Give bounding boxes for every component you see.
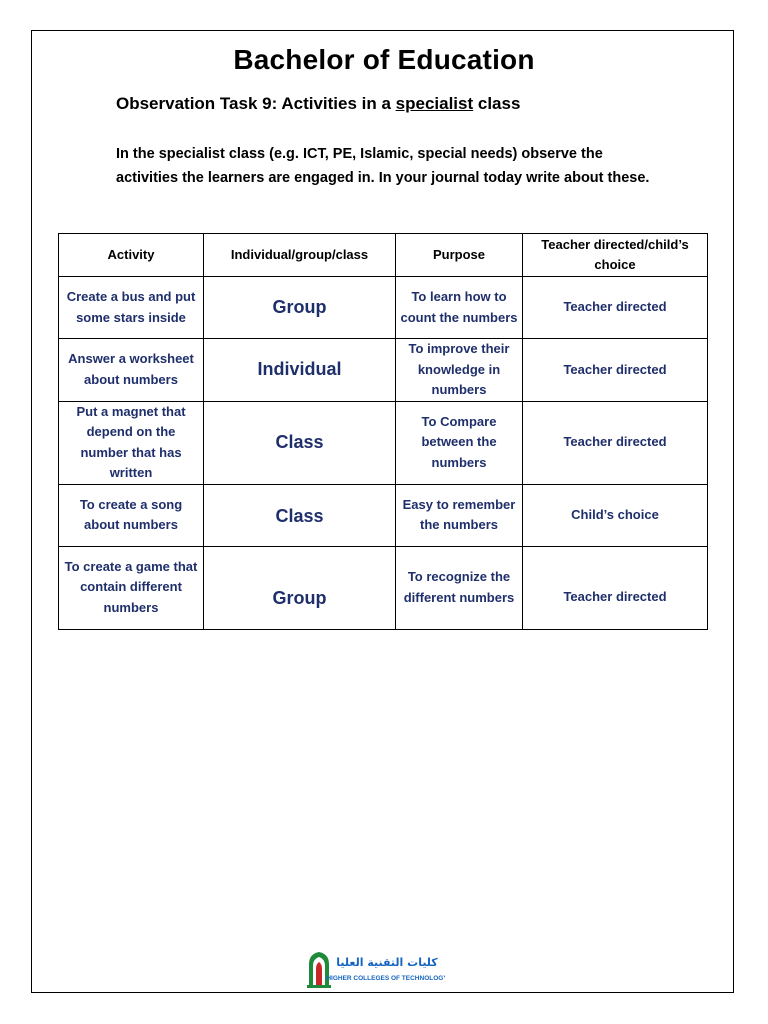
header-grouping: Individual/group/class [204, 234, 396, 277]
cell-grouping: Individual [204, 339, 396, 402]
cell-activity: To create a game that contain different numbers [59, 546, 204, 629]
table-row [59, 339, 708, 402]
cell-grouping: Class [204, 484, 396, 546]
cell-purpose: To learn how to count the numbers [396, 277, 523, 339]
table-header-row [59, 234, 708, 277]
cell-choice: Teacher directed [523, 277, 708, 339]
header-choice: Teacher directed/child’s choice [523, 234, 708, 277]
table-row [59, 401, 708, 484]
table-row [59, 277, 708, 339]
observation-table [58, 233, 708, 630]
cell-activity: To create a song about numbers [59, 484, 204, 546]
cell-choice: Teacher directed [523, 339, 708, 402]
task-subtitle [116, 94, 520, 114]
cell-choice: Child’s choice [523, 484, 708, 546]
subtitle-underlined: specialist [395, 94, 474, 113]
instructions-text: In the specialist class (e.g. ICT, PE, Islamic, special needs) observe the activities the learners are engaged in. In your journal today write about these. [116, 146, 650, 186]
subtitle-prefix: Observation Task 9: Activities in a [116, 94, 396, 113]
cell-activity: Create a bus and put some stars inside [59, 277, 204, 339]
header-purpose: Purpose [396, 234, 523, 277]
cell-purpose: To improve their knowledge in numbers [396, 339, 523, 402]
logo-arabic-text: كليات التقنية العليا [336, 956, 438, 969]
cell-purpose: To recognize the different numbers [396, 546, 523, 629]
cell-purpose: Easy to remember the numbers [396, 484, 523, 546]
cell-grouping: Group [204, 277, 396, 339]
logo-english-text: HIGHER COLLEGES OF TECHNOLOGY [326, 975, 445, 982]
hct-logo-icon [305, 950, 445, 990]
document-title: Bachelor of Education [233, 44, 535, 75]
cell-activity: Put a magnet that depend on the number that has written [59, 401, 204, 484]
header-activity: Activity [59, 234, 204, 277]
cell-choice: Teacher directed [523, 546, 708, 629]
table-row [59, 546, 708, 629]
subtitle-suffix: class [473, 94, 521, 113]
cell-activity: Answer a worksheet about numbers [59, 339, 204, 402]
footer-logo [305, 950, 445, 990]
table-row [59, 484, 708, 546]
cell-grouping: Group [204, 546, 396, 629]
cell-purpose: To Compare between the numbers [396, 401, 523, 484]
cell-grouping: Class [204, 401, 396, 484]
cell-choice: Teacher directed [523, 401, 708, 484]
